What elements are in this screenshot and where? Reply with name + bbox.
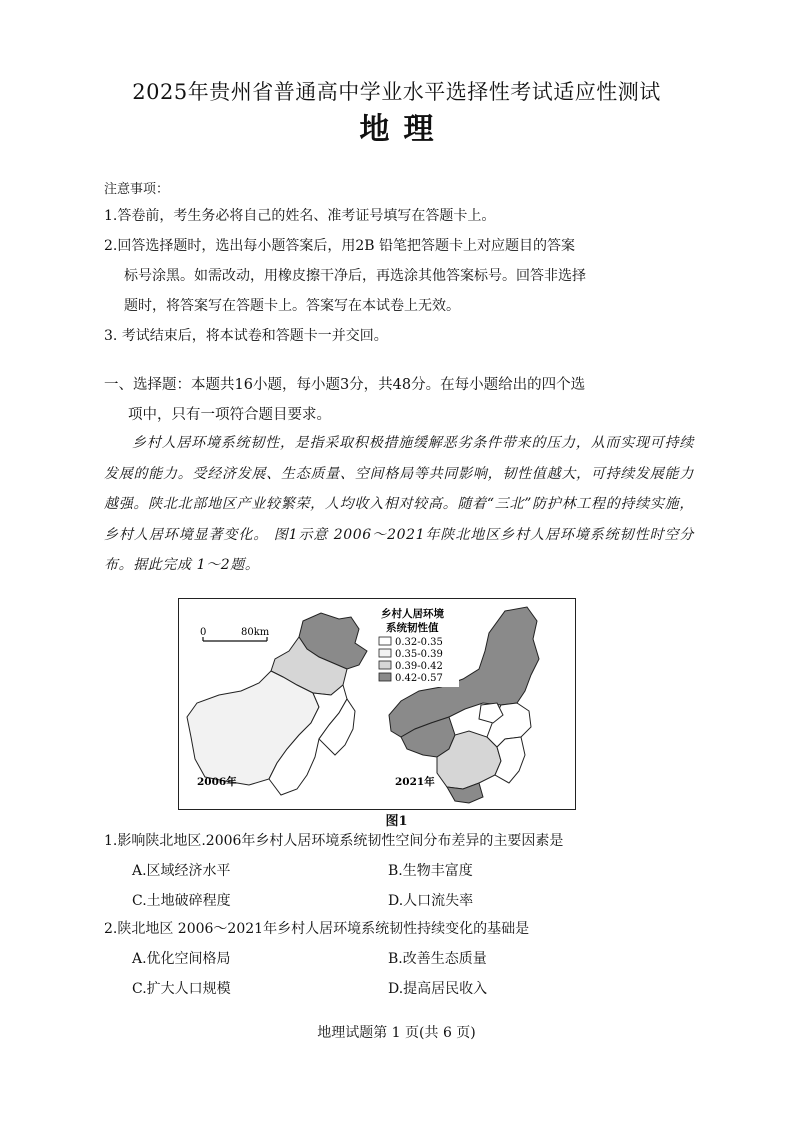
option-a[interactable]: A.区域经济水平 — [132, 863, 231, 879]
question-options — [104, 944, 704, 1004]
instruction-line: 2.回答选择题时，选出每小题答案后，用2B 铅笔把答题卡上对应题目的答案 — [104, 238, 576, 254]
instruction-line: 题时，将答案写在答题卡上。答案写在本试卷上无效。 — [124, 298, 460, 314]
option-d[interactable]: D.提高居民收入 — [388, 981, 488, 997]
map-svg — [179, 599, 575, 809]
scale-zero: 0 — [200, 627, 207, 638]
legend-swatch — [379, 637, 391, 645]
figure-1-map — [178, 598, 576, 810]
question-2 — [104, 914, 704, 1004]
option-a[interactable]: A.优化空间格局 — [132, 951, 231, 967]
legend-swatch — [379, 649, 391, 657]
map-2006-label: 2006年 — [197, 776, 237, 788]
legend-title-line2: 系统韧性值 — [386, 622, 439, 634]
option-c[interactable]: C.扩大人口规模 — [132, 981, 231, 997]
legend-title-line1: 乡村人居环境 — [381, 608, 444, 620]
legend-label: 0.32-0.35 — [395, 637, 443, 648]
legend — [373, 605, 459, 687]
instructions-heading: 注意事项： — [104, 182, 170, 197]
map-2006 — [187, 613, 367, 795]
section-heading — [104, 370, 704, 430]
legend-label: 0.42-0.57 — [395, 673, 443, 684]
instruction-line: 1.答卷前，考生务必将自己的姓名、准考证号填写在答题卡上。 — [104, 208, 496, 224]
scale-label: 80km — [241, 627, 270, 638]
question-options — [104, 856, 704, 916]
instruction-line: 3. 考试结束后，将本试卷和答题卡一并交回。 — [104, 328, 388, 344]
map-2021-label: 2021年 — [395, 776, 435, 788]
option-b[interactable]: B.生物丰富度 — [388, 863, 473, 879]
legend-label: 0.35-0.39 — [395, 649, 443, 660]
option-d[interactable]: D.人口流失率 — [388, 893, 474, 909]
question-stem: 2.陕北地区 2006～2021年乡村人居环境系统韧性持续变化的基础是 — [104, 921, 530, 937]
option-b[interactable]: B.改善生态质量 — [388, 951, 487, 967]
subject-title: 地理 — [359, 112, 448, 147]
option-c[interactable]: C.土地破碎程度 — [132, 893, 231, 909]
exam-title: 2025年贵州省普通高中学业水平选择性考试适应性测试 — [132, 80, 661, 104]
question-1 — [104, 826, 704, 916]
instruction-line: 标号涂黑。如需改动，用橡皮擦干净后，再选涂其他答案标号。回答非选择 — [124, 268, 586, 284]
page-footer: 地理试题第 1 页(共 6 页) — [317, 1025, 476, 1041]
figure-caption: 图1 — [385, 814, 408, 829]
section-heading-line: 项中，只有一项符合题目要求。 — [128, 407, 331, 423]
question-stem: 1.影响陕北地区.2006年乡村人居环境系统韧性空间分布差异的主要因素是 — [104, 833, 564, 849]
section-heading-line: 一、选择题：本题共16小题，每小题3分，共48分。在每小题给出的四个选 — [104, 377, 586, 393]
passage-text: 乡村人居环境系统韧性，是指采取积极措施缓解恶劣条件带来的压力，从而实现可持续发展的能力。受经济发展、生态质量、空间格局等共同影响，韧性值越大，可持续发展能力越强。陕北北部地区产业较繁荣，人均收入相对较高。随着“三北”防护林工程的持续实施， 乡村人居环境显著变化。 图1示意 2006～2021年陕北地区乡村人居环境系统韧性时空分布。据此完成 1～2题。 — [104, 435, 694, 573]
legend-swatch — [379, 661, 391, 669]
instructions — [104, 178, 684, 351]
legend-label: 0.39-0.42 — [395, 661, 443, 672]
reading-passage — [104, 428, 694, 581]
legend-swatch — [379, 673, 391, 681]
